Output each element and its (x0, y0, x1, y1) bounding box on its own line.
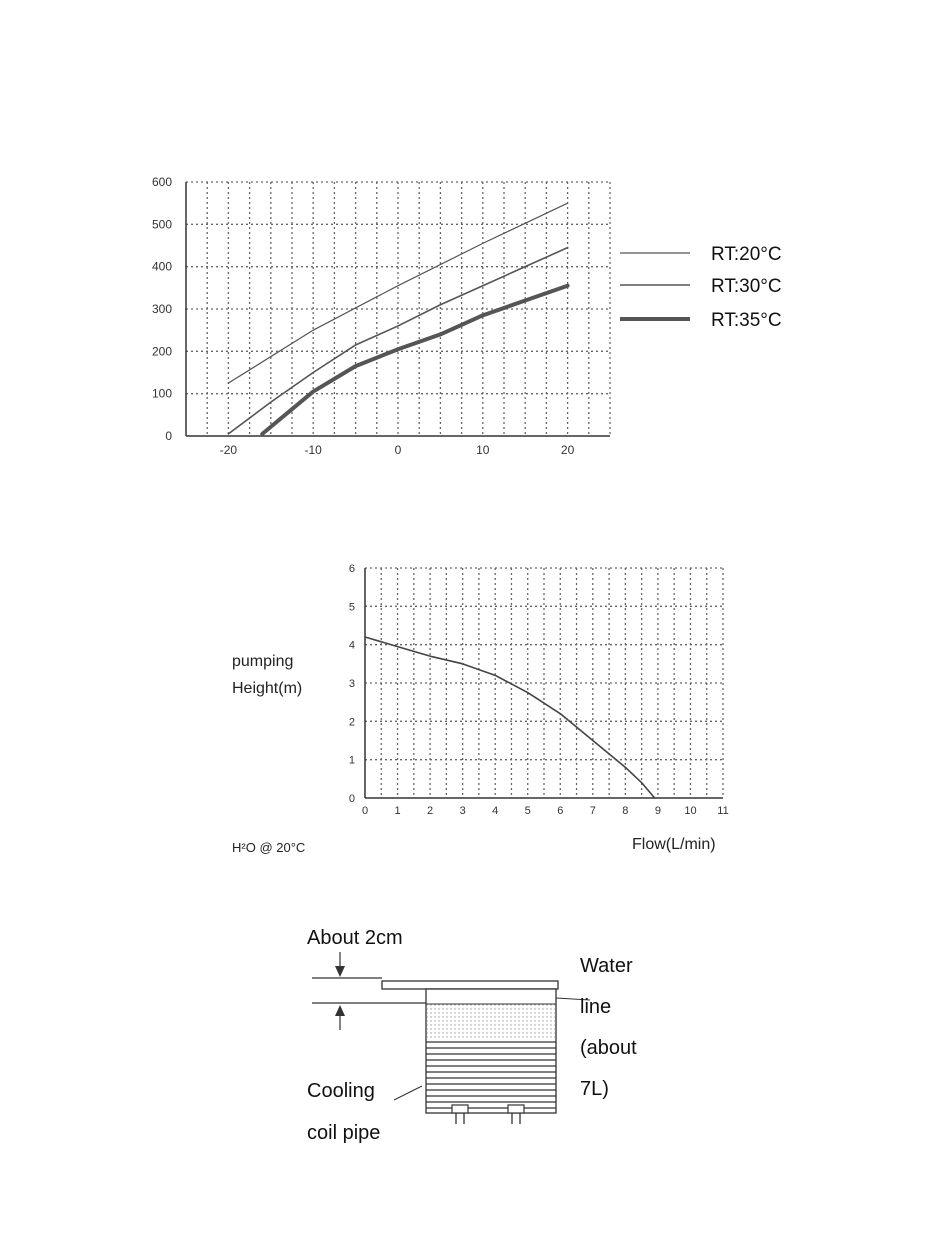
x-tick-label: 2 (427, 805, 434, 817)
water-line-label-4: 7L) (580, 1078, 609, 1100)
chart2-series (365, 637, 655, 798)
y-tick-label: 600 (151, 175, 172, 189)
chart1-legend (620, 244, 782, 331)
x-tick-label: 1 (394, 805, 401, 817)
y-tick-label: 300 (151, 302, 172, 316)
y-tick-label: 3 (348, 678, 355, 690)
y-tick-label: 6 (348, 563, 355, 575)
y-tick-label: 4 (348, 639, 355, 652)
y-tick-label: 2 (348, 716, 355, 729)
coil-label-1: Cooling (307, 1080, 375, 1102)
y-tick-label: 1 (348, 754, 355, 767)
chart2-grid (365, 568, 723, 798)
x-tick-label: -10 (304, 443, 322, 457)
y-tick-label: 100 (151, 386, 172, 401)
water-line-label-1: Water (580, 955, 633, 977)
chart2-ylabel (232, 648, 302, 702)
chart2-x-tick-labels (362, 805, 729, 817)
chart2-note: H²O @ 20°C (232, 840, 306, 855)
chart1-x-tick-labels (220, 443, 575, 457)
y-tick-label: 5 (348, 601, 355, 614)
tank-fitting-right (508, 1105, 524, 1124)
water-line-label-2: line (580, 996, 612, 1018)
y-tick-label: 0 (348, 793, 355, 805)
coil-label-2: coil pipe (307, 1122, 381, 1144)
chart2-y-tick-labels (349, 563, 355, 805)
series-line-2 (228, 248, 567, 434)
legend-label-1: RT:20°C (711, 244, 782, 265)
tank-fitting-left (452, 1105, 468, 1124)
x-tick-label: 9 (654, 805, 661, 817)
temperature-chart (0, 0, 950, 470)
x-tick-label: 20 (560, 443, 575, 457)
water-fill (427, 1004, 555, 1038)
x-tick-label: 5 (524, 805, 531, 817)
coil-label (307, 1070, 380, 1154)
x-tick-label: 3 (459, 805, 466, 817)
series-line-3 (262, 286, 567, 434)
pump-curve-chart (0, 540, 950, 840)
y-tick-label: 500 (151, 217, 172, 232)
x-tick-label: 10 (684, 805, 697, 817)
y-tick-label: 400 (151, 259, 172, 274)
series-line-1 (365, 637, 655, 798)
chart1-y-tick-labels (152, 175, 172, 443)
x-tick-label: -20 (219, 443, 238, 457)
y-tick-label: 200 (151, 344, 172, 359)
arrow-up-icon (335, 1005, 345, 1016)
y-tick-label: 0 (165, 429, 172, 443)
tank-lid (382, 981, 558, 989)
x-tick-label: 8 (622, 805, 629, 817)
chart2-xlabel: Flow(L/min) (632, 836, 716, 853)
chart1-grid (186, 182, 610, 436)
x-tick-label: 6 (557, 805, 564, 817)
water-line-label (580, 946, 637, 1110)
arrow-down-icon (335, 966, 345, 977)
legend-label-3: RT:35°C (711, 310, 782, 331)
x-tick-label: 0 (361, 805, 369, 817)
chart2-ylabel-line-2: Height(m) (232, 680, 303, 697)
x-tick-label: 4 (492, 805, 499, 817)
chart2-ylabel-line-1: pumping (232, 653, 294, 670)
gap-label: About 2cm (307, 927, 403, 949)
legend-label-2: RT:30°C (711, 276, 782, 297)
coil-pointer (394, 1086, 422, 1100)
water-line-label-3: (about (580, 1037, 637, 1059)
x-tick-label: 7 (589, 805, 596, 817)
x-tick-label: 11 (717, 805, 729, 817)
x-tick-label: 10 (476, 443, 490, 457)
x-tick-label: 0 (394, 443, 402, 457)
